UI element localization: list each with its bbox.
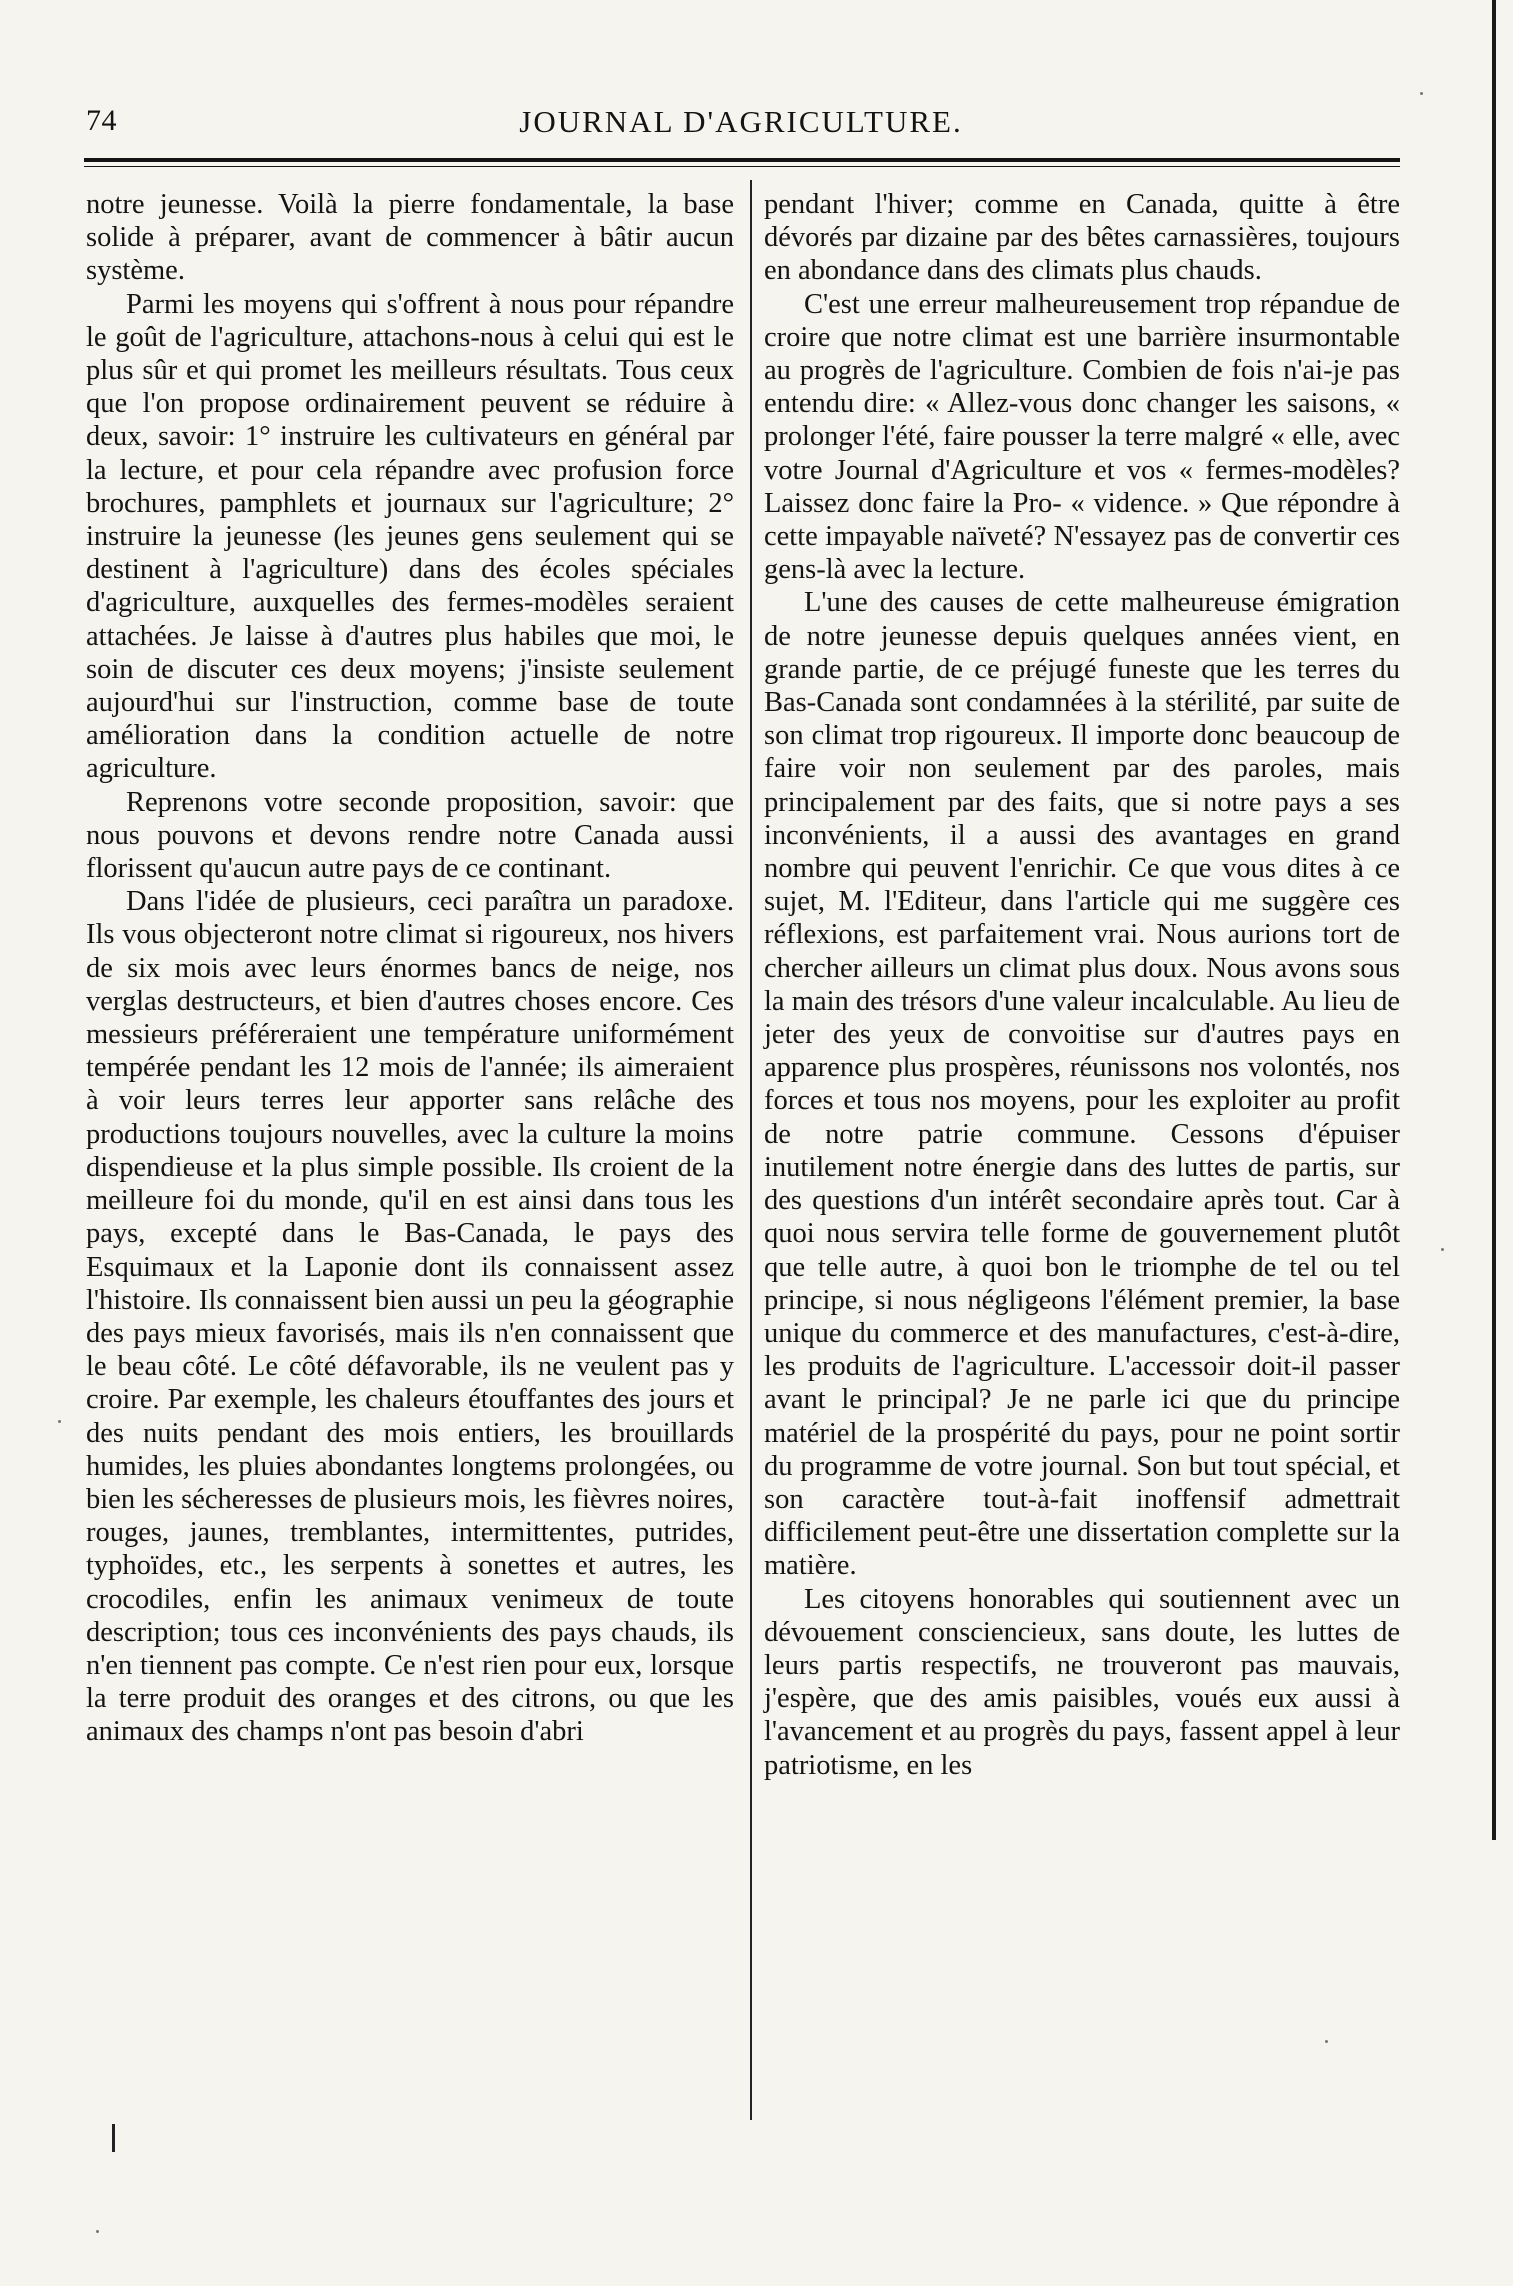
paragraph: Les citoyens honorables qui soutiennent avec un dévouement consciencieux, sans doute, les luttes de leurs partis respectifs, ne trouveront pas mauvais, j'espère, que des amis paisibles, voués eux aussi à l'avancement et au progrès du pays, fassent appel à leur patriotisme, en les [764, 1583, 1400, 1781]
paragraph: L'une des causes de cette malheureuse émigration de notre jeunesse depuis quelques années vient, en grande partie, de ce préjugé funeste que les terres du Bas-Canada sont condamnées à la stérilité, par suite de son climat trop rigoureux. Il importe donc beaucoup de faire voir non seulement par des paroles, mais principalement par des faits, que si notre pays a ses inconvénients, il a aussi des avantages en grand nombre qui peuvent l'enrichir. Ce que vous dites à ce sujet, M. l'Editeur, dans l'article qui me suggère ces réflexions, est parfaitement vrai. Nous aurions tort de chercher ailleurs un climat plus doux. Nous avons sous la main des trésors d'une valeur incalculable. Au lieu de jeter des yeux de convoitise sur d'autres pays en apparence plus prospères, réunissons nos volontés, nos forces et tous nos moyens, pour les exploiter au profit de notre patrie commune. Cessons d'épuiser inutilement notre énergie dans des luttes de partis, sur des questions d'un intérêt secondaire après tout. Car à quoi nous servira telle forme de gouvernement plutôt que telle autre, à quoi bon le triomphe de tel ou tel principe, si nous négligeons l'élément premier, la base unique du commerce et des manufactures, c'est-à-dire, les produits de l'agriculture. L'accessoir doit-il passer avant le principal? Je ne parle ici que du principe matériel de la prospérité du pays, pour ne point sortir du programme de votre journal. Son but tout spécial, et son caractère tout-à-fait inoffensif admettrait difficilement peut-être une dissertation complette sur la matière. [764, 587, 1400, 1582]
paragraph: C'est une erreur malheureusement trop répandue de croire que notre climat est une barrière insurmontable au progrès de l'agriculture. Combien de fois n'ai-je pas entendu dire: « Allez-vous donc changer les saisons, « prolonger l'été, faire pousser la terre malgré « elle, avec votre Journal d'Agriculture et vos « fermes-modèles? Laissez donc faire la Pro- « vidence. » Que répondre à cette impayable naïveté? N'essayez pas de convertir ces gens-là avec la lecture. [764, 288, 1400, 586]
left-column [86, 188, 734, 1749]
right-column [764, 188, 1400, 1782]
ink-speck [1420, 92, 1423, 95]
page-number: 74 [86, 104, 117, 137]
ink-speck [1441, 1248, 1444, 1251]
page-header [86, 104, 1396, 144]
running-title: JOURNAL D'AGRICULTURE. [519, 104, 963, 139]
paragraph: pendant l'hiver; comme en Canada, quitte à être dévorés par dizaine par des bêtes carnassières, toujours en abondance dans des climats plus chauds. [764, 189, 1400, 287]
header-rule-thick [84, 158, 1400, 162]
paragraph: Dans l'idée de plusieurs, ceci paraîtra un paradoxe. Ils vous objecteront notre climat si rigoureux, nos hivers de six mois avec leurs énormes bancs de neige, nos verglas destructeurs, et bien d'autres choses encore. Ces messieurs préféreraient une température uniformément tempérée pendant les 12 mois de l'année; ils aimeraient à voir leurs terres leur apporter sans relâche des productions toujours nouvelles, avec la culture la moins dispendieuse et la plus simple possible. Ils croient de la meilleure foi du monde, qu'il en est ainsi dans tous les pays, excepté dans le Bas-Canada, le pays des Esquimaux et la Laponie dont ils connaissent assez l'histoire. Ils connaissent bien aussi un peu la géographie des pays mieux favorisés, mais ils n'en connaissent que le beau côté. Le côté défavorable, ils ne veulent pas y croire. Par exemple, les chaleurs étouffantes des jours et des nuits pendant des mois entiers, les brouillards humides, les pluies abondantes longtems prolongées, ou bien les sécheresses de plusieurs mois, les fièvres noires, rouges, jaunes, tremblantes, intermittentes, putrides, typhoïdes, etc., les serpents à sonettes et autres, les crocodiles, enfin les animaux venimeux de toute description; tous ces inconvénients des pays chauds, ils n'en tiennent pas compte. Ce n'est rien pour eux, lorsque la terre produit des oranges et des citrons, ou que les animaux des champs n'ont pas besoin d'abri [86, 886, 734, 1748]
margin-mark [112, 2124, 115, 2152]
paragraph: notre jeunesse. Voilà la pierre fondamentale, la base solide à préparer, avant de commencer à bâtir aucun système. [86, 189, 734, 287]
page-edge-line [1492, 0, 1496, 1840]
column-divider [750, 180, 752, 2120]
ink-speck [96, 2230, 99, 2233]
ink-speck [58, 1420, 61, 1423]
paragraph: Parmi les moyens qui s'offrent à nous pour répandre le goût de l'agriculture, attachons-nous à celui qui est le plus sûr et qui promet les meilleurs résultats. Tous ceux que l'on propose ordinairement peuvent se réduire à deux, savoir: 1° instruire les cultivateurs en général par la lecture, et pour cela répandre avec profusion force brochures, pamphlets et journaux sur l'agriculture; 2° instruire la jeunesse (les jeunes gens seulement qui se destinent à l'agriculture) dans des écoles spéciales d'agriculture, auxquelles des fermes-modèles seraient attachées. Je laisse à d'autres plus habiles que moi, le soin de discuter ces deux moyens; j'insiste seulement aujourd'hui sur l'instruction, comme base de toute amélioration dans la condition actuelle de notre agriculture. [86, 288, 734, 785]
ink-speck [1325, 2040, 1328, 2043]
header-rule-thin [84, 166, 1400, 167]
paragraph: Reprenons votre seconde proposition, savoir: que nous pouvons et devons rendre notre Canada aussi florissent qu'aucun autre pays de ce continant. [86, 786, 734, 885]
